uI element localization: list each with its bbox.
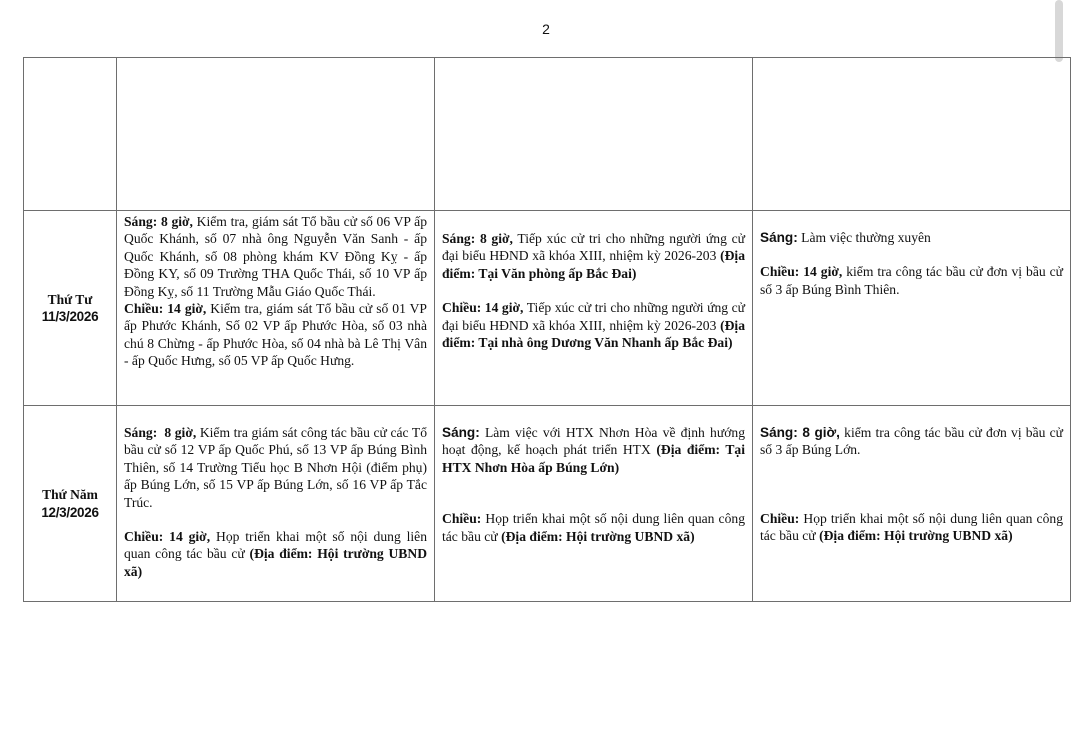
unit-3-cell xyxy=(753,58,1071,211)
schedule-entry-afternoon xyxy=(124,300,427,370)
day-cell xyxy=(24,406,117,602)
entry-label: Sáng: 8 giờ, xyxy=(760,425,840,440)
schedule-entry-afternoon xyxy=(442,299,745,351)
day-name: Thứ Tư xyxy=(47,291,93,307)
unit-3-cell xyxy=(753,211,1071,406)
entry-label: Sáng: xyxy=(760,230,798,245)
entry-text: Làm việc với HTX Nhơn Hòa về định hướng hoạt động, kế hoạch phát triển HTX xyxy=(442,425,745,458)
schedule-entry-afternoon xyxy=(442,510,745,545)
entry-text: Làm việc thường xuyên xyxy=(797,230,931,245)
unit-2-cell xyxy=(435,58,753,211)
entry-location: (Địa điểm: Tại Văn phòng ấp Bắc Đai) xyxy=(442,248,745,281)
schedule-entry-morning xyxy=(124,213,427,300)
entry-label: Chiều: 14 giờ, xyxy=(760,264,843,280)
day-date: 12/3/2026 xyxy=(41,504,99,520)
unit-2-cell xyxy=(435,406,753,602)
entry-label: Chiều: xyxy=(442,511,482,527)
table-row xyxy=(24,406,1071,602)
entry-label: Chiều: xyxy=(760,510,800,526)
unit-1-cell xyxy=(117,211,435,406)
page-number: 2 xyxy=(542,21,550,37)
unit-2-cell xyxy=(435,211,753,406)
entry-text: kiểm tra công tác bầu cử đơn vị bầu cử số 3 ấp Búng Lớn. xyxy=(760,425,1063,458)
entry-location: (Địa điểm: Tại nhà ông Dương Văn Nhanh ấp Bắc Đai) xyxy=(442,317,745,351)
entry-text: Kiểm tra, giám sát Tổ bầu cử số 01 VP ấp Phước Khánh, Số 02 VP ấp Phước Hòa, số 03 nhà chú 8 Chừng - ấp Phước Hòa, số 04 nhà bà Lê Thị Vân - ấp Quốc Hưng, số 05 VP ấp Quốc Hưng. xyxy=(124,301,427,369)
entry-text: Họp triển khai một số nội dung liên quan công tác bầu cử xyxy=(124,529,428,562)
entry-label: Chiều: 14 giờ, xyxy=(124,301,207,317)
entry-label: Sáng: 8 giờ, xyxy=(124,425,197,440)
schedule-entry-morning xyxy=(760,229,1063,246)
schedule-entry-morning xyxy=(124,424,427,511)
entry-label: Sáng: 8 giờ, xyxy=(442,231,513,246)
unit-1-cell xyxy=(117,58,435,211)
schedule-entry-morning xyxy=(442,230,745,282)
schedule-entry-afternoon xyxy=(124,528,427,580)
entry-location: (Địa điểm: Hội trường UBND xã) xyxy=(819,528,1013,544)
entry-label: Sáng: xyxy=(442,425,480,440)
schedule-entry-afternoon xyxy=(760,510,1063,545)
day-name: Thứ Năm xyxy=(42,487,98,503)
unit-1-cell xyxy=(117,406,435,602)
schedule-table xyxy=(23,57,1071,602)
entry-text: Kiểm tra, giám sát Tổ bầu cử số 06 VP ấp Quốc Khánh, số 07 nhà ông Nguyễn Văn Sanh - ấp Quốc Khánh, số 08 phòng khám KV Đồng Kỵ - ấp Đồng KY, số 09 Trường THA Quốc Thái, số 10 VP ấp Đồng Kỵ, số 11 Trường Mẫu Giáo Quốc Thái. xyxy=(124,214,428,299)
entry-text: kiểm tra công tác bầu cử đơn vị bầu cử số 3 ấp Búng Bình Thiên. xyxy=(760,264,1063,297)
entry-text: Tiếp xúc cử tri cho những người ứng cử đại biểu HĐND xã khóa XIII, nhiệm kỳ 2026-203 xyxy=(442,300,745,333)
entry-location: (Địa điểm: Tại HTX Nhơn Hòa ấp Búng Lớn) xyxy=(442,442,745,475)
entry-location: (Địa điểm: Hội trường UBND xã) xyxy=(501,528,695,544)
day-cell xyxy=(24,58,117,211)
table-row xyxy=(24,211,1071,406)
entry-label: Chiều: 14 giờ, xyxy=(442,300,524,316)
entry-text: Tiếp xúc cử tri cho những người ứng cử đại biểu HĐND xã khóa XIII, nhiệm kỳ 2026-203 xyxy=(442,231,745,264)
schedule-entry-morning xyxy=(760,424,1063,459)
day-cell xyxy=(24,211,117,406)
entry-text: Họp triển khai một số nội dung liên quan công tác bầu cử xyxy=(442,511,745,544)
day-date: 11/3/2026 xyxy=(41,309,99,324)
schedule-entry-morning xyxy=(442,424,745,476)
unit-3-cell xyxy=(753,406,1071,602)
entry-text: Họp triển khai một số nội dung liên quan công tác bầu cử xyxy=(760,510,1063,544)
entry-text: Kiểm tra giám sát công tác bầu cử các Tổ bầu cử số 12 VP ấp Quốc Phú, số 13 VP ấp Búng Bình Thiên, số 14 Trường Tiểu học B Nhơn Hội (điểm phụ) ấp Búng Lớn, số 15 VP ấp Búng Lớn, số 16 VP ấp Tắc Trúc. xyxy=(124,425,428,510)
table-row xyxy=(24,58,1071,211)
entry-location: (Địa điểm: Hội trường UBND xã) xyxy=(124,546,428,579)
entry-label: Chiều: 14 giờ, xyxy=(124,529,211,545)
schedule-entry-afternoon xyxy=(760,263,1063,298)
entry-label: Sáng: 8 giờ, xyxy=(124,214,193,229)
